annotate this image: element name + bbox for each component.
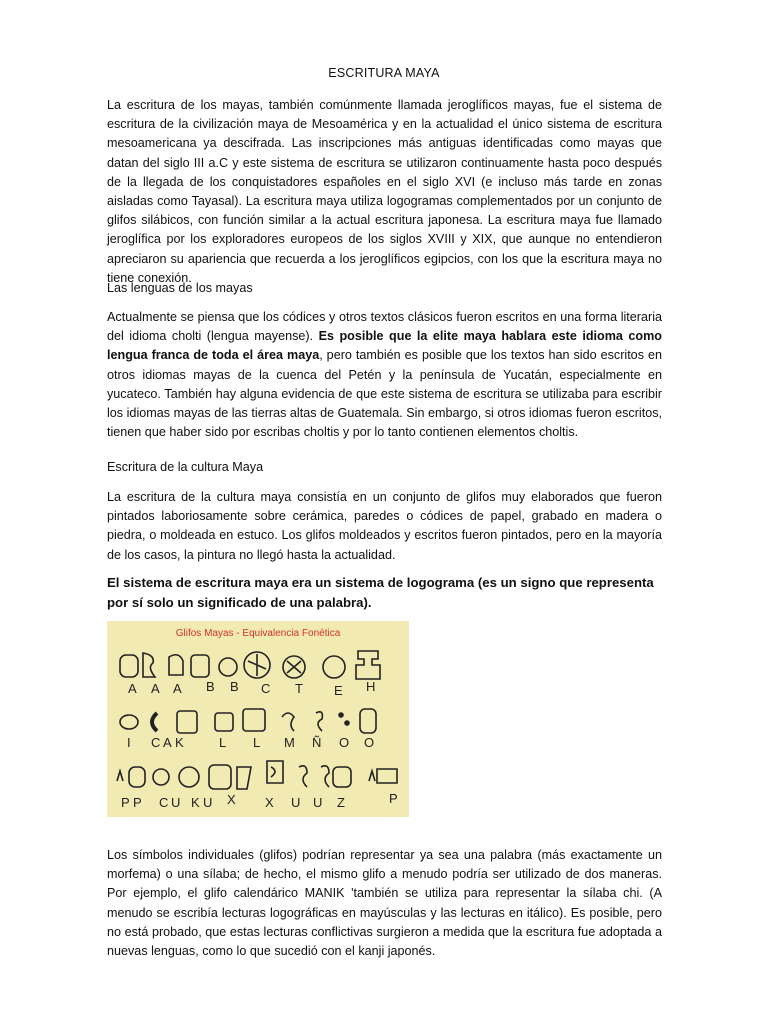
glyph-caret-icon bbox=[117, 771, 123, 781]
glyph-row-3 bbox=[117, 761, 397, 789]
glyph-a2-icon bbox=[143, 653, 155, 677]
glyph-e-icon bbox=[323, 656, 345, 678]
glyph-p2-icon bbox=[153, 769, 169, 785]
label-p3: P bbox=[389, 791, 398, 806]
label-p1: P bbox=[121, 795, 130, 810]
figure-title: Glifos Mayas - Equivalencia Fonética bbox=[175, 628, 341, 639]
glyph-l3-icon bbox=[282, 713, 294, 731]
glyph-l1-icon bbox=[215, 713, 233, 731]
label-a2: A bbox=[151, 681, 160, 696]
label-e: E bbox=[334, 683, 343, 698]
label-x2: X bbox=[265, 795, 274, 810]
glyph-caret2-icon bbox=[369, 771, 375, 781]
glyph-b1-icon bbox=[191, 655, 209, 677]
logograma-paragraph: El sistema de escritura maya era un sistema de logograma (es un signo que representa por sí solo un significado de una palabra). bbox=[107, 575, 654, 610]
heading-lenguas: Las lenguas de los mayas bbox=[107, 281, 253, 295]
row2-labels bbox=[127, 735, 374, 750]
row1-labels bbox=[128, 679, 375, 698]
label-c3: C bbox=[159, 795, 169, 810]
lenguas-paragraph bbox=[107, 308, 662, 442]
glyph-c-detail-icon bbox=[248, 654, 266, 676]
label-c2: C bbox=[151, 735, 161, 750]
label-b2: B bbox=[230, 679, 239, 694]
label-a3: A bbox=[173, 681, 182, 696]
glyph-figure bbox=[107, 621, 409, 817]
label-t: T bbox=[295, 681, 303, 696]
document-title: ESCRITURA MAYA bbox=[328, 66, 440, 80]
glyph-a1-icon bbox=[120, 655, 138, 677]
label-p2: P bbox=[133, 795, 142, 810]
glyph-h-icon bbox=[356, 651, 380, 679]
glyph-n-dot1-icon bbox=[339, 713, 343, 717]
glyph-x2-icon bbox=[267, 761, 283, 783]
glyph-u2-icon bbox=[321, 766, 329, 787]
closing-paragraph: Los símbolos individuales (glifos) podrían representar ya sea una palabra (más exactamente un morfema) o una sílaba; de hecho, el mismo glifo a menudo podría ser utilizado de dos maneras. Por ejemplo, el glifo calendárico MANIK 'también se utiliza para representar la sílaba chi. (A menudo se escribía lecturas logográficas en mayúsculas y las lecturas en itálico). Es posible, pero no está probado, que estas lecturas conflictivas surgieron a medida que la escritura fue adoptada a nuevas lenguas, como lo que sucedió con el kanji japonés. bbox=[107, 848, 662, 959]
glyph-u1-icon bbox=[299, 766, 307, 787]
glyph-p1-icon bbox=[129, 767, 145, 787]
label-x1: X bbox=[227, 792, 236, 807]
glyph-b2-icon bbox=[219, 658, 237, 676]
glyph-p3-icon bbox=[377, 769, 397, 783]
glyph-x1-icon bbox=[237, 767, 251, 789]
label-z: Z bbox=[337, 795, 345, 810]
glyph-cu-icon bbox=[179, 767, 199, 787]
glyph-row-2 bbox=[120, 709, 376, 733]
label-b1: B bbox=[206, 679, 215, 694]
label-l2: L bbox=[253, 735, 261, 750]
glyph-c2-icon bbox=[152, 713, 157, 731]
lenguas-text-a: Actualmente se piensa que los códices y otros textos clásicos fueron escritos en una forma literaria del idioma cholti (lengua mayense). bbox=[107, 310, 662, 344]
label-h: H bbox=[366, 679, 376, 694]
glyph-t-detail-icon bbox=[287, 661, 301, 673]
row3-labels bbox=[121, 791, 398, 810]
label-a4: A bbox=[163, 735, 172, 750]
label-l1: L bbox=[219, 735, 227, 750]
glyph-cak-icon bbox=[177, 711, 197, 733]
label-k2: K bbox=[191, 795, 200, 810]
glyph-chart bbox=[107, 621, 409, 817]
label-o1: O bbox=[339, 735, 350, 750]
glyph-row-1 bbox=[120, 651, 380, 679]
label-m: M bbox=[284, 735, 295, 750]
label-u4: U bbox=[313, 795, 323, 810]
label-u2: U bbox=[203, 795, 213, 810]
cultura-paragraph: La escritura de la cultura maya consistía en un conjunto de glifos muy elaborados que fueron pintados laboriosamente sobre cerámica, paredes o códices de papel, grabado en madera o piedra, o moldeada en estuco. Los glifos moldeados y escritos fueron pintados, pero en la mayoría de los casos, la pintura no llegó hasta la actualidad. bbox=[107, 490, 662, 562]
intro-paragraph: La escritura de los mayas, también comúnmente llamada jeroglíficos mayas, fue el sistema de escritura de la civilización maya de Mesoamérica y en la actualidad el único sistema de escritura mesoamericana ya descifrada. Las inscripciones más antiguas identificadas como mayas que datan del siglo III a.C y este sistema de escritura se utilizaron continuamente hasta poco después de la llegada de los conquistadores españoles en el siglo XVI (e incluso más tarde en zonas aisladas como Tayasal). La escritura maya utiliza logogramas complementados por un conjunto de glifos silábicos, con función similar a la actual escritura japonesa. La escritura maya fue llamado jeroglífica por los exploradores europeos de los siglos XVIII y XIX, que aunque no entendieron apreciaron su apariencia que recuerda a los jeroglíficos egipcios, con los que la escritura maya no tiene conexión. bbox=[107, 98, 662, 285]
label-c: C bbox=[261, 681, 271, 696]
lenguas-text-bold: Es posible que la elite maya hablara este idioma como lengua franca de toda el área maya bbox=[107, 329, 662, 363]
glyph-o-icon bbox=[360, 709, 376, 733]
heading-cultura: Escritura de la cultura Maya bbox=[107, 460, 264, 474]
glyph-n-dot2-icon bbox=[345, 721, 349, 725]
glyph-z-icon bbox=[333, 767, 351, 787]
label-o2: O bbox=[364, 735, 375, 750]
label-a1: A bbox=[128, 681, 137, 696]
glyph-l2-icon bbox=[243, 709, 265, 731]
lenguas-text-c: , pero también es posible que los textos han sido escritos en otros idiomas mayas de la cuenca del Petén y la península de Yucatán, especialmente en yucateco. También hay alguna evidencia de que este sistema de escritura se utilizaba para escribir los idiomas mayas de las tierras altas de Guatemala. Sin embargo, si otros idiomas fueron escritos, tienen que haber sido por escribas choltis y por lo tanto contienen elementos choltis. bbox=[107, 348, 662, 440]
glyph-a3-icon bbox=[169, 655, 183, 675]
label-i: I bbox=[127, 735, 131, 750]
glyph-i-icon bbox=[120, 715, 138, 729]
label-u3: U bbox=[291, 795, 301, 810]
glyph-ku-icon bbox=[209, 765, 231, 789]
glyph-m-icon bbox=[316, 712, 322, 731]
label-n: Ñ bbox=[312, 735, 322, 750]
label-u1: U bbox=[171, 795, 181, 810]
label-k: K bbox=[175, 735, 184, 750]
